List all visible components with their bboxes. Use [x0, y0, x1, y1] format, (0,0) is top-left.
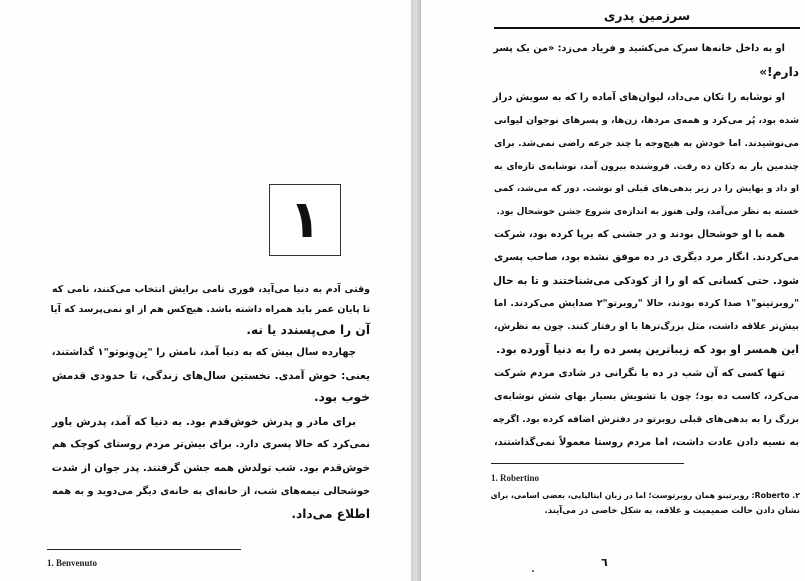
text-line: می‌کردند. انگار مرد دیگری در ده موفق نشده بود، صاحب پسری [494, 252, 799, 263]
page-number: ٦ [601, 556, 608, 569]
text-line: نمی‌کرد که حالا پسری دارد. برای بیش‌تر مردم روستای کوچک هم [52, 439, 370, 450]
header-rule [494, 27, 800, 29]
text-line: شود. حتی کسانی که او را از کودکی می‌شناختند و تا به حال [492, 275, 799, 287]
text-line: بزرگ را به بدهی‌های قبلی روبرتو در دفترش اضافه کرده بود. اگرچه [492, 414, 799, 425]
text-line: برای مادر و پدرش خوش‌قدم بود. به دنیا که آمد، پدرش باور [52, 416, 356, 428]
text-line: چهارده سال پیش که به دنیا آمد، نامش را "بِن‌وِنوتو"١ گذاشتند، [51, 347, 356, 358]
text-line: "روبرتینو"١ صدا کرده بودند، حالا "روبرتو"٢ صدایش می‌کردند. اما [494, 298, 799, 309]
text-line: یعنی: خوش آمدی. نخستین سال‌های زندگی، تا حدودی قدمش [52, 370, 370, 382]
text-line: اطلاع می‌داد. [291, 507, 370, 521]
footnote: ٢. Roberto: روبرتینو همان روبرتوست؛ اما در زبان ایتالیایی، بعضی اسامی، برای [490, 491, 800, 500]
scan-speck [532, 570, 534, 572]
text-line: می‌کرد، کاسب ده بود؛ چون با تشویش بسیار بهای شش نوشابه‌ی [494, 391, 799, 402]
text-line: خوشحالی نیمه‌های شب، از خانه‌ای به خانه‌ی دیگر می‌دوید و به همه [52, 486, 370, 497]
text-line: او به داخل خانه‌ها سرک می‌کشید و فریاد می‌زد: «من یک پسر [493, 43, 785, 54]
footnote-rule [491, 463, 684, 464]
running-head: سرزمین پدری [603, 8, 691, 23]
text-line: خوب بود. [313, 390, 370, 404]
chapter-number: ١ [289, 190, 321, 250]
book-gutter [411, 0, 421, 581]
chapter-number-box [269, 184, 341, 256]
text-line: خسته به نظر می‌آمد، ولی هنوز به اندازه‌ی شروع جشن خوشحال بود. [496, 207, 799, 217]
text-line: وقتی آدم به دنیا می‌آید، فوری نامی برایش انتخاب می‌کنند، نامی که [52, 284, 370, 295]
footnote-rule [47, 549, 241, 550]
text-line: خوش‌قدم بود. شب تولدش همه جشن گرفتند. پدر جوان از شدت [51, 463, 370, 474]
footnote: 1. Robertino [491, 473, 539, 483]
text-line: بیش‌تر علاقه داشت، مثل بزرگ‌ترها با او رفتار کنند. چون به نظرش، [494, 321, 799, 332]
text-line: آن را می‌پسندد یا نه. [246, 323, 370, 337]
text-line: دارم!» [759, 65, 799, 79]
text-line: او داد و بهایش را در زیر بدهی‌های قبلی او نوشت. دور که می‌شد، کمی [494, 184, 799, 194]
text-line: تنها کسی که آن شب در ده با نگرانی در شادی مردم شرکت [494, 368, 785, 379]
text-line: می‌نوشیدند. اما خودش به هیچ‌وجه با چند جرعه راضی نمی‌شد. برای [494, 138, 799, 149]
text-line: همه با او خوشحال بودند و در جشنی که برپا کرده بود، شرکت [494, 229, 785, 240]
text-line: او نوشابه را تکان می‌داد، لیوان‌های آماده را که به سویش دراز [492, 92, 785, 103]
text-line: شده بود، پُر می‌کرد و همه‌ی مردها، زن‌ها، و پسرهای نوجوان لیوانی [494, 115, 799, 126]
text-line: این همسر او بود که زیباترین پسر ده را به دنیا آورده بود. [495, 343, 799, 356]
text-line: به نسیه دادن عادت داشت، اما مردم روستا معمولاً نمی‌گذاشتند، [494, 437, 799, 448]
footnote: نشان دادن حالت صمیمیت و علاقه، به شکل خاصی در می‌آیند. [544, 506, 800, 516]
text-line: چندمین بار به دکان ده رفت. فروشنده بیرون آمد، نوشابه‌ی تازه‌ای به [494, 162, 799, 172]
footnote: 1. Benvenuto [47, 558, 98, 568]
text-line: تا پایان عمر باید همراه داشته باشد. هیچ‌کس هم از او نمی‌پرسد که آیا [50, 304, 370, 315]
